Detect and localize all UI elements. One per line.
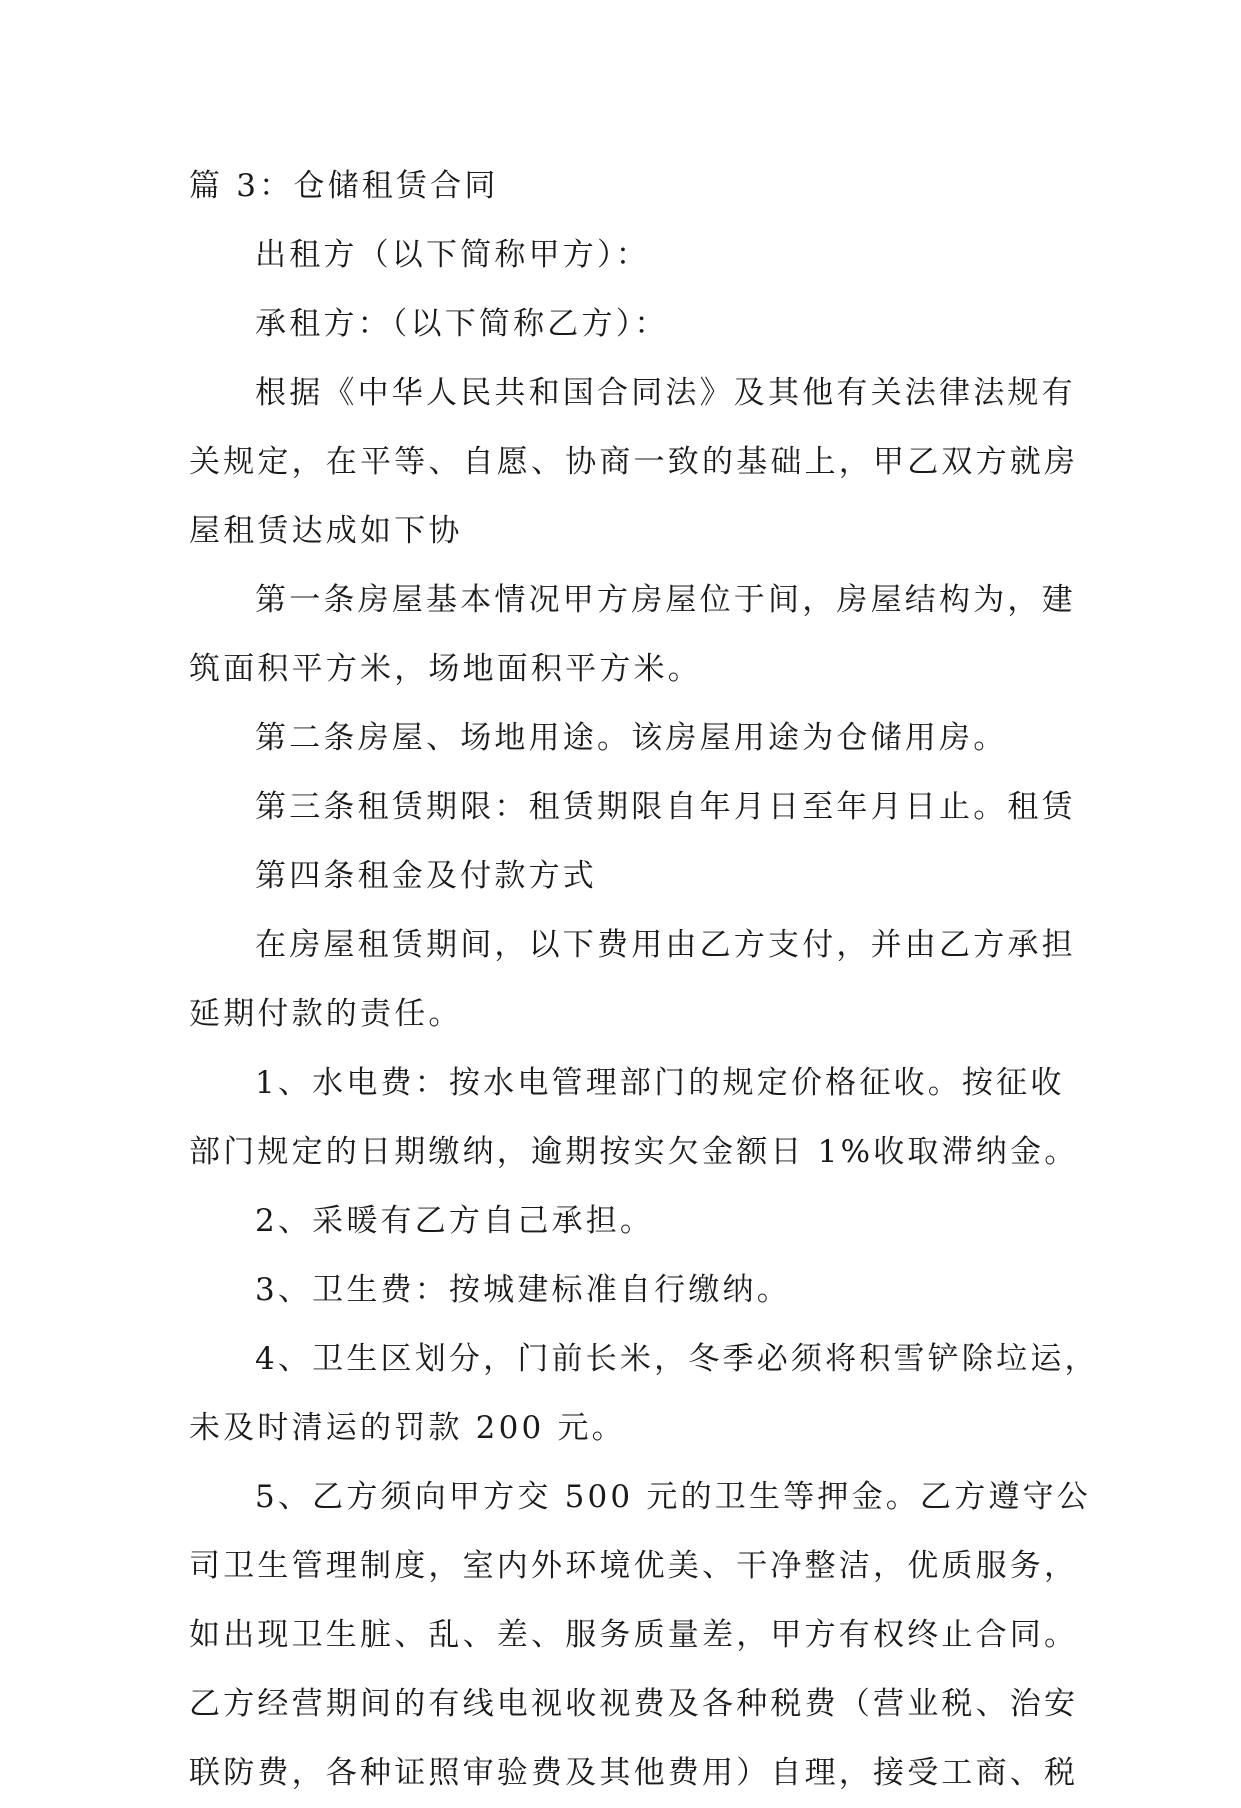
text-line: 如出现卫生脏、乱、差、服务质量差，甲方有权终止合同。	[189, 1617, 1079, 1653]
text-line: 4、卫生区划分，门前长米，冬季必须将积雪铲除垃运，	[255, 1341, 1099, 1377]
document-title: 篇 3：仓储租赁合同	[189, 168, 499, 204]
text-line: 部门规定的日期缴纳，逾期按实欠金额日 1%收取滞纳金。	[189, 1134, 1079, 1170]
text-line: 关规定，在平等、自愿、协商一致的基础上，甲乙双方就房	[189, 444, 1079, 480]
text-line: 在房屋租赁期间，以下费用由乙方支付，并由乙方承担	[255, 927, 1076, 963]
text-line: 1、水电费：按水电管理部门的规定价格征收。按征收	[255, 1065, 1065, 1101]
text-line: 第二条房屋、场地用途。该房屋用途为仓储用房。	[255, 720, 1008, 756]
text-line: 第四条租金及付款方式	[255, 858, 597, 894]
text-line: 未及时清运的罚款 200 元。	[189, 1410, 626, 1446]
text-line: 联防费，各种证照审验费及其他费用）自理，接受工商、税	[189, 1755, 1079, 1791]
text-line: 第三条租赁期限：租赁期限自年月日至年月日止。租赁	[255, 789, 1076, 825]
text-line: 第一条房屋基本情况甲方房屋位于间，房屋结构为，建	[255, 582, 1076, 618]
text-line: 3、卫生费：按城建标准自行缴纳。	[255, 1272, 791, 1308]
text-line: 2、采暖有乙方自己承担。	[255, 1203, 655, 1239]
text-line: 筑面积平方米，场地面积平方米。	[189, 651, 702, 687]
document-body	[189, 152, 1099, 1808]
text-line: 承租方：（以下简称乙方）：	[255, 306, 669, 342]
text-line: 5、乙方须向甲方交 500 元的卫生等押金。乙方遵守公	[255, 1479, 1091, 1515]
text-line: 根据《中华人民共和国合同法》及其他有关法律法规有	[255, 375, 1076, 411]
text-line: 司卫生管理制度，室内外环境优美、干净整洁，优质服务，	[189, 1548, 1079, 1584]
text-line: 出租方（以下简称甲方）：	[255, 237, 650, 273]
text-line: 乙方经营期间的有线电视收视费及各种税费（营业税、治安	[189, 1686, 1079, 1722]
text-line: 延期付款的责任。	[189, 996, 463, 1032]
text-line: 屋租赁达成如下协	[189, 513, 463, 549]
